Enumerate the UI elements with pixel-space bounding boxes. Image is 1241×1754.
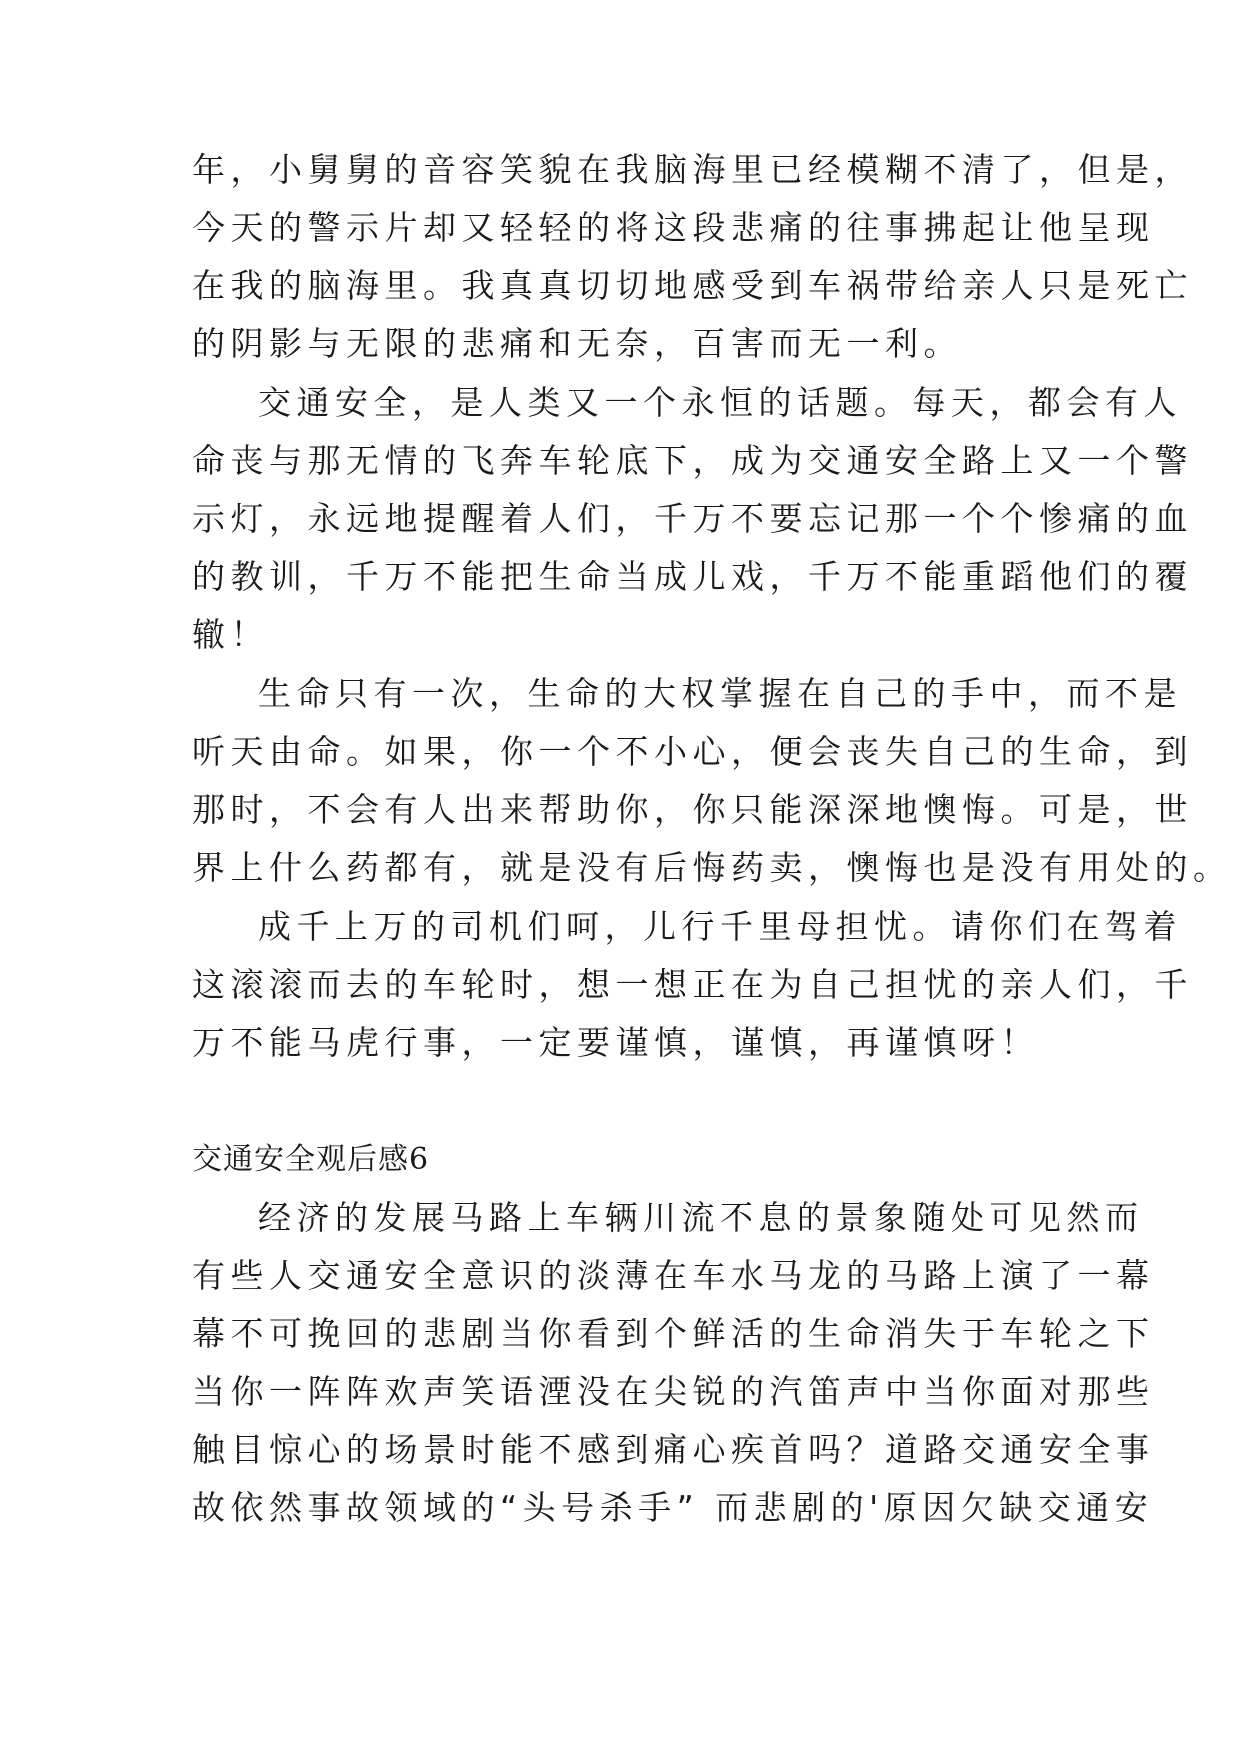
text-line: 经济的发展马路上车辆川流不息的景象随处可见然而 [258,1198,1144,1237]
text-line: 生命只有一次，生命的大权掌握在自己的手中，而不是 [258,674,1182,713]
text-line: 的教训，千万不能把生命当成儿戏，千万不能重蹈他们的覆 [192,557,1193,596]
text-line: 交通安全，是人类又一个永恒的话题。每天，都会有人 [258,383,1182,422]
text-line: 年，小舅舅的音容笑貌在我脑海里已经模糊不清了，但是， [192,150,1193,189]
text-line: 这滚滚而去的车轮时，想一想正在为自己担忧的亲人们，千 [192,965,1193,1004]
text-line: 界上什么药都有，就是没有后悔药卖，懊悔也是没有用处的。 [192,848,1232,887]
text-line: 那时，不会有人出来帮助你，你只能深深地懊悔。可是，世 [192,790,1193,829]
text-line: 示灯，永远地提醒着人们，千万不要忘记那一个个惨痛的血 [192,499,1193,538]
text-line: 当你一阵阵欢声笑语湮没在尖锐的汽笛声中当你面对那些 [192,1372,1155,1411]
text-line: 触目惊心的场景时能不感到痛心疾首吗？道路交通安全事 [192,1430,1155,1469]
text-line: 的阴影与无限的悲痛和无奈，百害而无一利。 [192,324,962,363]
text-line: 辙！ [192,615,269,654]
text-line: 命丧与那无情的飞奔车轮底下，成为交通安全路上又一个警 [192,441,1193,480]
text-line: 有些人交通安全意识的淡薄在车水马龙的马路上演了一幕 [192,1256,1155,1295]
text-line: 听天由命。如果，你一个不小心，便会丧失自己的生命，到 [192,732,1193,771]
text-line: 今天的警示片却又轻轻的将这段悲痛的往事拂起让他呈现 [192,208,1155,247]
section-title: 交通安全观后感6 [192,1142,430,1177]
text-line: 成千上万的司机们呵，儿行千里母担忧。请你们在驾着 [258,907,1182,946]
text-line: 在我的脑海里。我真真切切地感受到车祸带给亲人只是死亡 [192,266,1193,305]
text-line: 故依然事故领域的“头号杀手” 而悲剧的'原因欠缺交通安 [192,1488,1154,1527]
text-line: 万不能马虎行事，一定要谨慎，谨慎，再谨慎呀！ [192,1023,1039,1062]
text-line: 幕不可挽回的悲剧当你看到个鲜活的生命消失于车轮之下 [192,1314,1155,1353]
